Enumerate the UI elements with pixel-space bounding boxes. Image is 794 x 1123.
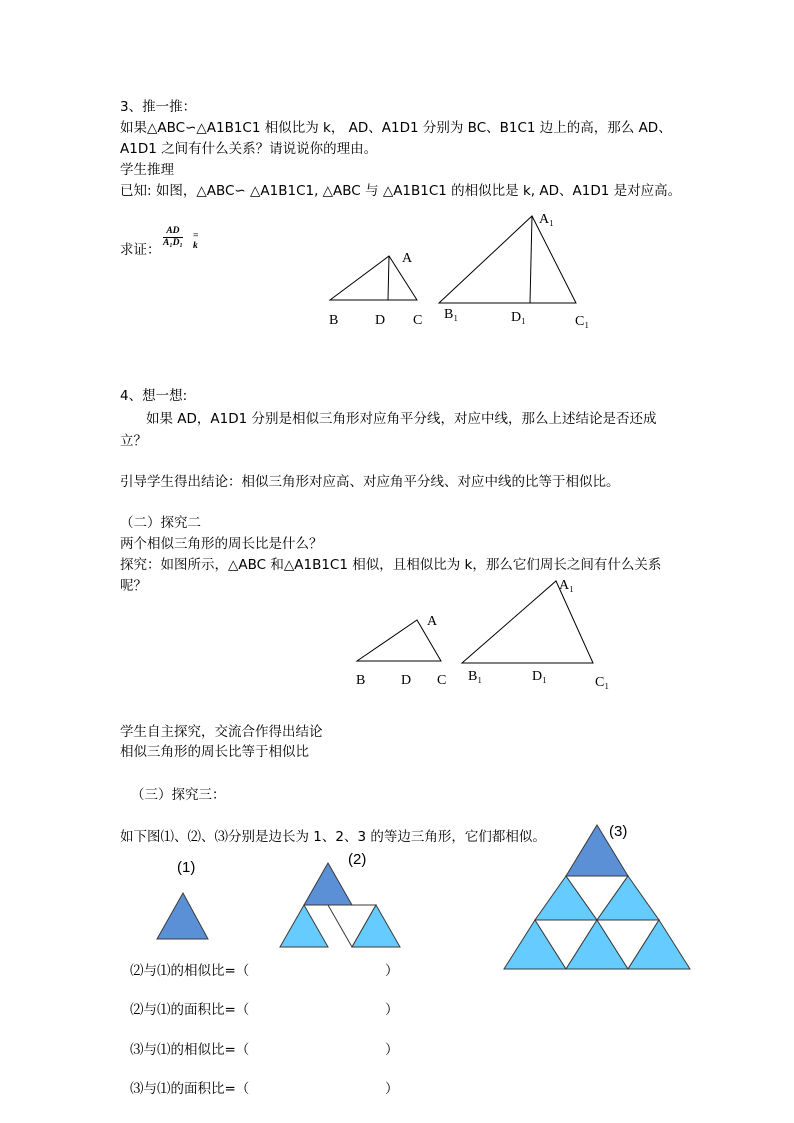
prove-label: 求证：: [120, 242, 161, 258]
label-D: D: [375, 313, 386, 328]
triangle-2-top: [304, 863, 352, 905]
label-C1: C₁: [575, 314, 590, 329]
question-4-close: ）: [385, 1081, 399, 1097]
triangle-1: [157, 893, 208, 939]
explore2-heading: （二）探究二: [120, 515, 201, 531]
section4-line1: 如果 AD，A1D1 分别是相似三角形对应角平分线，对应中线，那么上述结论是否还成: [146, 411, 657, 427]
fraction-rhs: = k: [193, 231, 199, 251]
label-fig-1: (1): [177, 859, 196, 876]
label-B1: B₁: [444, 307, 459, 322]
explore2-line4: 相似三角形的周长比等于相似比: [120, 744, 309, 760]
label-A1: A₁: [539, 212, 554, 227]
label-C: C: [413, 313, 423, 328]
question-1: ⑵与⑴的相似比=（: [130, 963, 250, 979]
label-B: B: [329, 313, 339, 328]
triangle-2-left: [280, 905, 328, 947]
fraction-numerator: AD: [163, 226, 183, 238]
explore2-question: 两个相似三角形的周长比是什么？: [120, 536, 323, 552]
fraction-denominator: A₁D₁: [163, 238, 183, 248]
question-3-close: ）: [385, 1042, 399, 1058]
label-A1-2: A₁: [559, 578, 574, 593]
label-C1-2: C₁: [595, 675, 610, 690]
label-A: A: [402, 251, 413, 266]
question-4: ⑶与⑴的面积比=（: [130, 1081, 250, 1097]
label-fig-3: (3): [609, 823, 628, 840]
explore2-line3: 学生自主探究，交流合作得出结论: [120, 724, 323, 740]
label-fig-2: (2): [348, 851, 367, 868]
label-C-2: C: [437, 673, 447, 688]
question-2: ⑵与⑴的面积比=（: [130, 1002, 250, 1018]
triangle-a1b1c1-2: [462, 581, 593, 663]
section3-line2: A1D1 之间有什么关系？请说说你的理由。: [120, 141, 378, 157]
explore3-intro: 如下图⑴、⑵、⑶分别是边长为 1、2、3 的等边三角形，它们都相似。: [120, 829, 546, 845]
label-B1-2: B₁: [468, 669, 483, 684]
section4-conclusion: 引导学生得出结论：相似三角形对应高、对应角平分线、对应中线的比等于相似比。: [120, 474, 620, 490]
altitude-ad: [388, 256, 389, 300]
section3-line4: 已知: 如图，△ABC∽ △A1B1C1, △ABC 与 △A1B1C1 的相似比是 k, AD、A1D1 是对应高。: [120, 183, 682, 199]
section4-heading: 4、想一想:: [120, 388, 188, 404]
section3-line1: 如果△ABC∽△A1B1C1 相似比为 k， AD、A1D1 分别为 BC、B1C1 边上的高，那么 AD、: [120, 120, 672, 136]
explore2-line2: 呢？: [120, 578, 147, 594]
section3-line3: 学生推理: [120, 162, 174, 178]
section4-line2: 立？: [120, 433, 147, 449]
label-D1-2: D₁: [532, 669, 547, 684]
label-B-2: B: [356, 673, 366, 688]
explore2-line1: 探究：如图所示，△ABC 和△A1B1C1 相似，且相似比为 k，那么它们周长之间有什么关系: [120, 557, 662, 573]
triangle-a1b1c1: [439, 216, 576, 303]
label-D1: D₁: [511, 310, 526, 325]
question-1-close: ）: [385, 963, 399, 979]
explore3-heading: （三）探究三：: [131, 787, 226, 803]
question-3: ⑶与⑴的相似比=（: [130, 1042, 250, 1058]
label-A-2: A: [427, 614, 438, 629]
altitude-a1d1: [530, 216, 532, 303]
question-2-close: ）: [385, 1002, 399, 1018]
label-D-2: D: [401, 673, 412, 688]
section3-heading: 3、推一推：: [120, 99, 197, 115]
